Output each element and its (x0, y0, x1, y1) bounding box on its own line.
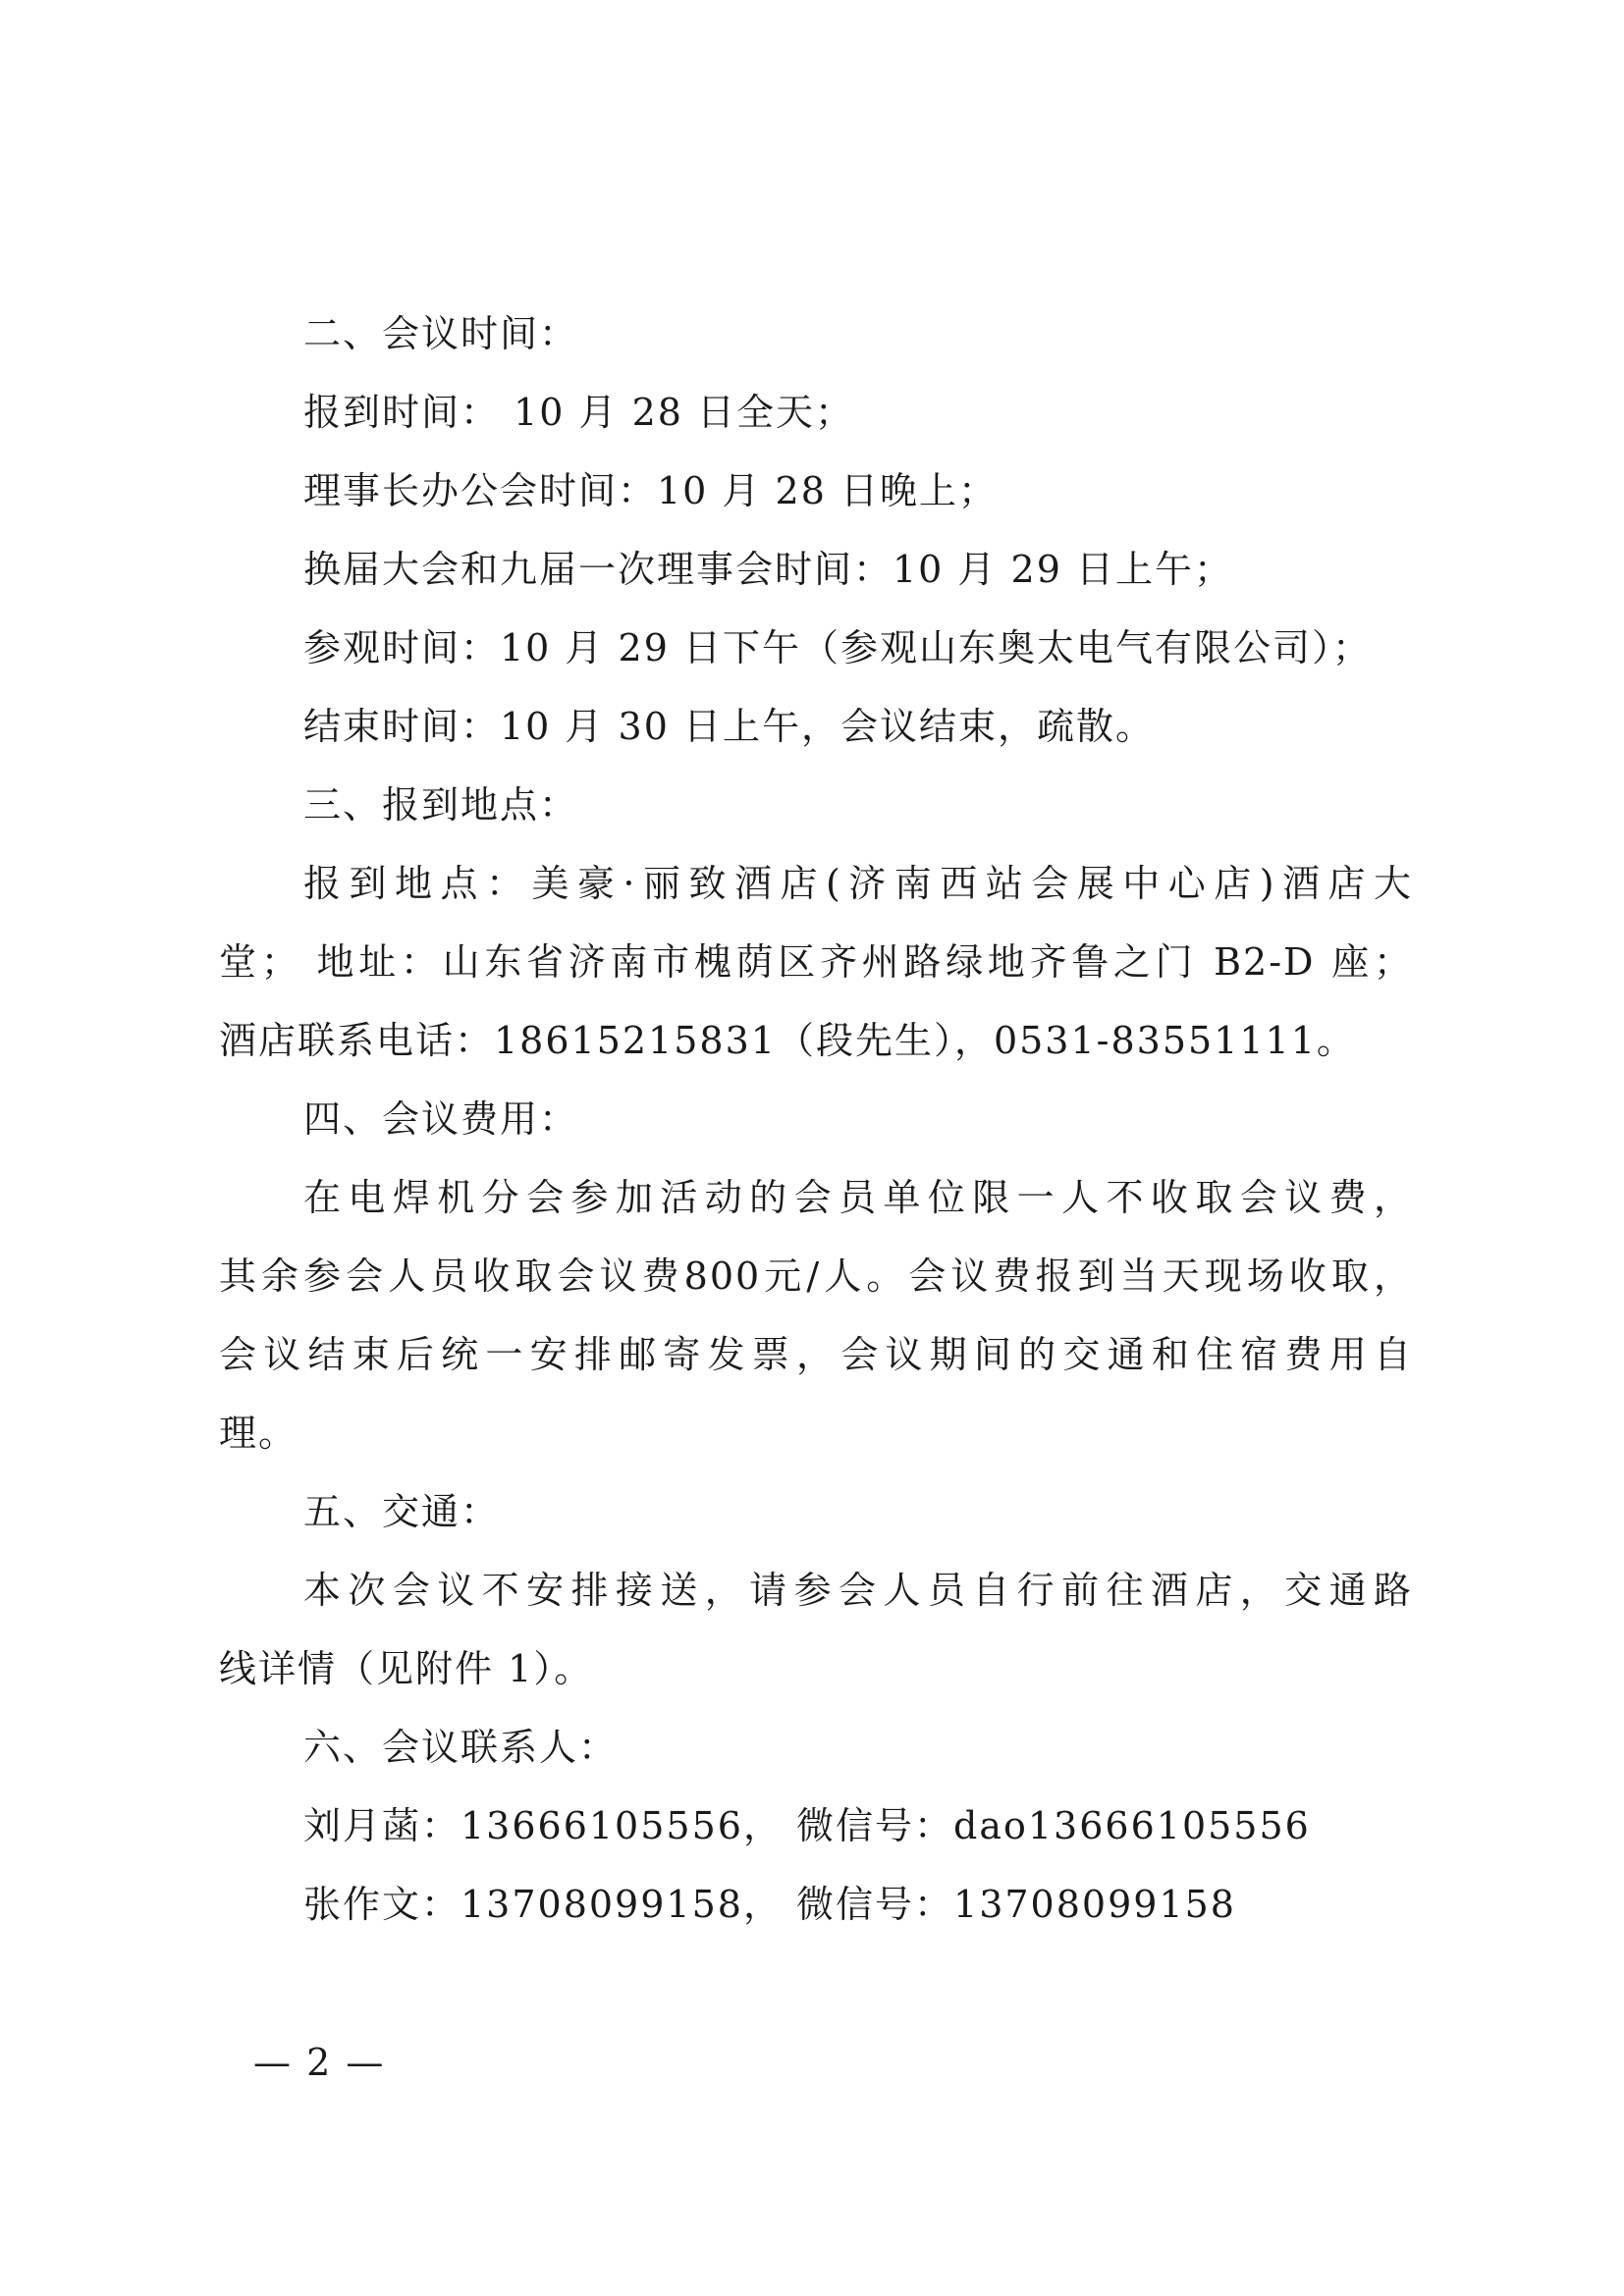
fees-line: 其余参会人员收取会议费800元/人。会议费报到当天现场收取， (219, 1255, 1413, 1298)
transport-line: 本次会议不安排接送，请参会人员自行前往酒店，交通路 (303, 1569, 1413, 1612)
contact-person: 张作文：13708099158， 微信号：13708099158 (303, 1883, 1236, 1926)
fees-line: 在电焊机分会参加活动的会员单位限一人不收取会议费， (303, 1176, 1413, 1219)
section-heading-contacts: 六、会议联系人： (303, 1726, 619, 1769)
fees-line: 理。 (219, 1412, 298, 1455)
section-heading-transport: 五、交通： (303, 1490, 501, 1533)
end-time: 结束时间：10 月 30 日上午，会议结束，疏散。 (303, 705, 1155, 748)
chairman-meeting-time: 理事长办公会时间：10 月 28 日晚上； (303, 469, 998, 512)
location-line: 酒店联系电话：18615215831（段先生），0531-83551111。 (219, 1019, 1356, 1062)
general-meeting-time: 换届大会和九届一次理事会时间：10 月 29 日上午； (303, 548, 1233, 591)
fees-line: 会议结束后统一安排邮寄发票，会议期间的交通和住宿费用自 (219, 1333, 1413, 1376)
document-body (219, 294, 1413, 1944)
section-heading-location: 三、报到地点： (303, 783, 579, 827)
section-heading-time: 二、会议时间： (303, 312, 579, 355)
visit-time: 参观时间：10 月 29 日下午（参观山东奥太电气有限公司）； (303, 626, 1372, 669)
checkin-time: 报到时间： 10 月 28 日全天； (303, 391, 855, 434)
section-heading-fees: 四、会议费用： (303, 1097, 579, 1141)
location-line: 堂； 地址：山东省济南市槐荫区齐州路绿地齐鲁之门 B2-D 座； (219, 940, 1413, 984)
transport-line: 线详情（见附件 1）。 (219, 1647, 594, 1690)
location-line: 报到地点：美豪·丽致酒店(济南西站会展中心店)酒店大 (303, 862, 1413, 905)
page-number: — 2 — (253, 2041, 386, 2084)
contact-person: 刘月菡：13666105556， 微信号：dao13666105556 (303, 1804, 1311, 1847)
